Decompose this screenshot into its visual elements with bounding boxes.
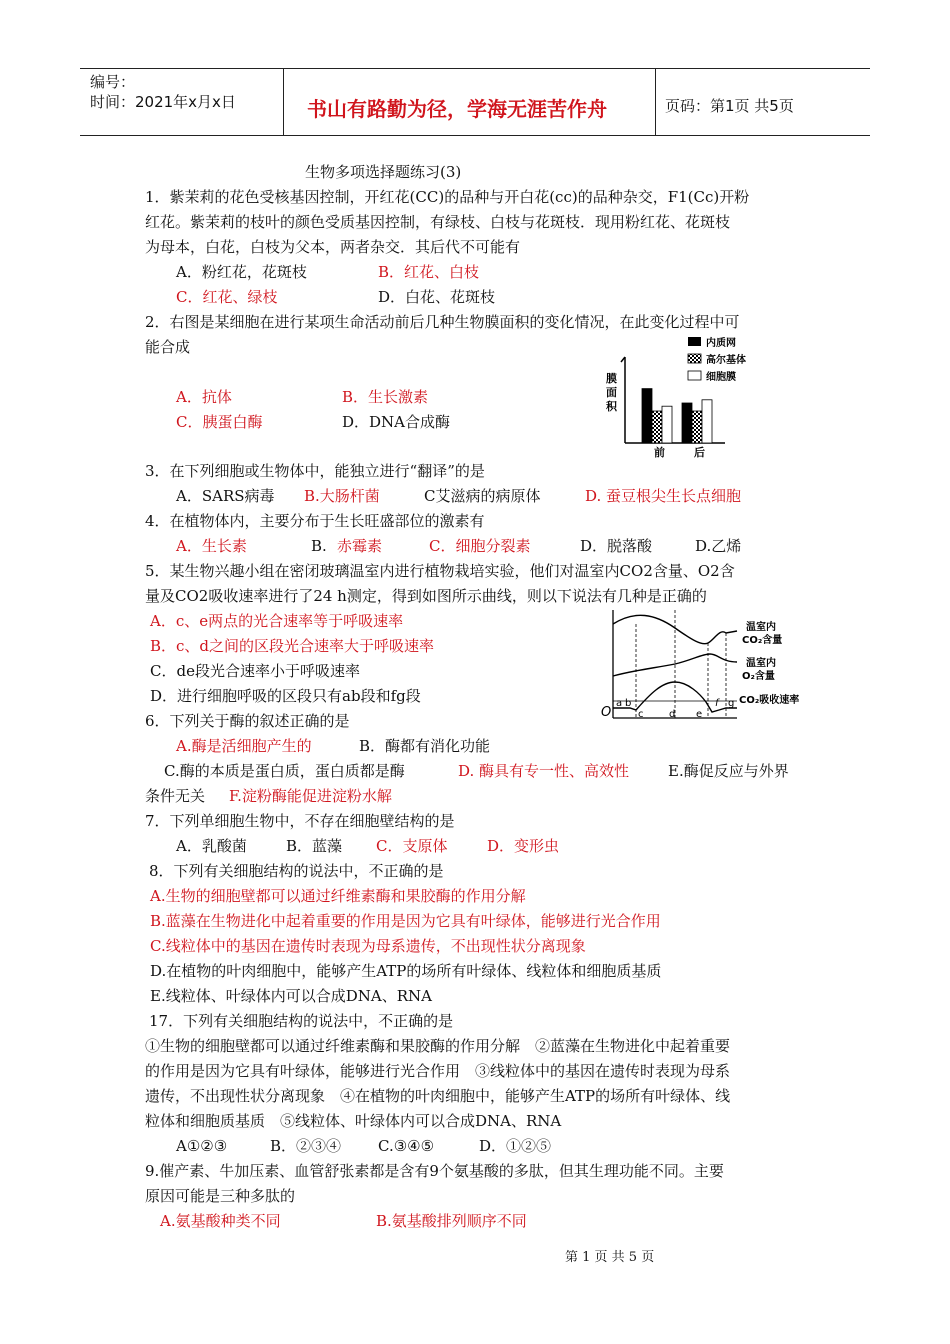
q4-option-c: C．细胞分裂素 (429, 537, 531, 555)
page-info: 页码：第1页 共5页 (665, 97, 794, 115)
q2-option-b: B．生长激素 (342, 388, 429, 406)
y-axis-label: 面 (606, 386, 617, 399)
page-footer: 第 1 页 共 5 页 (565, 1250, 655, 1265)
q1-option-a: A．粉红花，花斑枝 (176, 263, 307, 281)
legend-swatch-er (688, 337, 701, 346)
q8-option-e: E.线粒体、叶绿体内可以合成DNA、RNA (150, 987, 432, 1005)
membrane-area-chart (600, 335, 775, 460)
motto: 书山有路勤为径，学海无涯苦作舟 (307, 97, 607, 121)
legend-swatch-membrane (688, 371, 701, 380)
q2-option-c: C．胰蛋白酶 (176, 413, 263, 431)
x-tick-label: 后 (694, 446, 705, 459)
q17-option-b: B．②③④ (270, 1137, 342, 1155)
bar-golgi (692, 411, 702, 443)
q6-option-e-cont: 条件无关 (145, 787, 206, 805)
q5-option-d: D．进行细胞呼吸的区段只有ab段和fg段 (150, 687, 421, 705)
q9-option-b: B.氨基酸排列顺序不同 (376, 1212, 527, 1230)
q1-text-line: 1．紫茉莉的花色受核基因控制，开红花(CC)的品种与开白花(cc)的品种杂交，F1(Cc)开粉 (145, 188, 750, 206)
q5-option-b: B．c、d之间的区段光合速率大于呼吸速率 (150, 637, 435, 655)
point-label-g: g (728, 698, 735, 709)
point-label-f: f (715, 698, 719, 709)
legend-label: 高尔基体 (706, 355, 746, 366)
q2-text-line: 能合成 (145, 338, 191, 356)
bar-er (682, 403, 692, 443)
q8-option-d: D.在植物的叶肉细胞中，能够产生ATP的场所有叶绿体、线粒体和细胞质基质 (150, 962, 662, 980)
greenhouse-curve-chart (600, 606, 815, 724)
point-label-e: e (696, 709, 703, 720)
q17-line: 的作用是因为它具有叶绿体，能够进行光合作用 ③线粒体中的基因在遗传时表现为母系 (145, 1062, 731, 1080)
q3-text: 3．在下列细胞或生物体中，能独立进行“翻译”的是 (145, 462, 485, 480)
o2-content-label: 温室内 (746, 658, 776, 669)
o2-content-label: O₂含量 (742, 671, 775, 682)
q3-option-d: D. 蚕豆根尖生长点细胞 (585, 487, 742, 505)
q1-text-line: 为母本，白花，白枝为父本，两者杂交．其后代不可能有 (145, 238, 521, 256)
q7-text: 7．下列单细胞生物中，不存在细胞壁结构的是 (145, 812, 455, 830)
q6-option-b: B．酶都有消化功能 (359, 737, 491, 755)
q17-line: 遗传，不出现性状分离现象 ④在植物的叶肉细胞中，能够产生ATP的场所有叶绿体、线 (145, 1087, 731, 1105)
q7-option-b: B．蓝藻 (286, 837, 343, 855)
q6-option-c: C.酶的本质是蛋白质，蛋白质都是酶 (164, 762, 405, 780)
point-label-b: b (625, 698, 632, 709)
co2-content-label: 温室内 (746, 622, 776, 633)
q5-option-c: C．de段光合速率小于呼吸速率 (150, 662, 360, 680)
page-title: 生物多项选择题练习(3) (305, 163, 462, 181)
bar-er (642, 389, 652, 443)
page-header (80, 68, 870, 136)
q7-option-a: A．乳酸菌 (176, 837, 247, 855)
y-axis-label: 膜 (606, 372, 617, 385)
q1-option-b: B．红花、白枝 (378, 263, 480, 281)
date-text: 时间：2021年x月x日 (90, 93, 236, 111)
legend-label: 细胞膜 (706, 372, 736, 383)
q4-option-e: D.乙烯 (695, 537, 742, 555)
q5-option-a: A．c、e两点的光合速率等于呼吸速率 (150, 612, 404, 630)
q5-text-line: 5．某生物兴趣小组在密闭玻璃温室内进行植物栽培实验，他们对温室内CO2含量、O2含 (145, 562, 735, 580)
co2-content-curve (613, 615, 737, 643)
q3-option-b: B.大肠杆菌 (304, 487, 380, 505)
q5-text-line: 量及CO2吸收速率进行了24 h测定，得到如图所示曲线，则以下说法有几种是正确的 (145, 587, 707, 605)
q6-option-e: E.酶促反应与外界 (668, 762, 789, 780)
q8-option-c: C.线粒体中的基因在遗传时表现为母系遗传，不出现性状分离现象 (150, 937, 586, 955)
q8-text: 8．下列有关细胞结构的说法中，不正确的是 (149, 862, 444, 880)
y-axis-label: 积 (606, 400, 617, 413)
q1-option-c: C．红花、绿枝 (176, 288, 278, 306)
q4-option-d: D．脱落酸 (580, 537, 653, 555)
q17-text: 17．下列有关细胞结构的说法中，不正确的是 (149, 1012, 454, 1030)
q17-line: 粒体和细胞质基质 ⑤线粒体、叶绿体内可以合成DNA、RNA (145, 1112, 562, 1130)
q2-text-line: 2．右图是某细胞在进行某项生命活动前后几种生物膜面积的变化情况，在此变化过程中可 (145, 313, 740, 331)
bar-golgi (652, 411, 662, 443)
q17-option-d: D．①②⑤ (479, 1137, 552, 1155)
q3-option-c: C艾滋病的病原体 (424, 487, 541, 505)
point-label-d: d (669, 709, 676, 720)
q6-option-f: F.淀粉酶能促进淀粉水解 (229, 787, 392, 805)
q2-option-a: A．抗体 (176, 388, 232, 406)
bar-membrane (702, 400, 712, 443)
q9-text-line: 原因可能是三种多肽的 (145, 1187, 296, 1205)
q3-option-a: A．SARS病毒 (176, 487, 275, 505)
point-label-c: c (638, 709, 644, 720)
q6-option-d: D. 酶具有专一性、高效性 (458, 762, 630, 780)
q2-option-d: D．DNA合成酶 (342, 413, 451, 431)
q7-option-c: C．支原体 (376, 837, 448, 855)
bar-membrane (662, 406, 672, 443)
q8-option-b: B.蓝藻在生物进化中起着重要的作用是因为它具有叶绿体，能够进行光合作用 (150, 912, 661, 930)
q9-option-a: A.氨基酸种类不同 (160, 1212, 281, 1230)
q8-option-a: A.生物的细胞壁都可以通过纤维素酶和果胶酶的作用分解 (150, 887, 526, 905)
co2-content-label: CO₂含量 (742, 635, 783, 646)
q9-text-line: 9.催产素、牛加压素、血管舒张素都是含有9个氨基酸的多肽，但其生理功能不同。主要 (145, 1162, 724, 1180)
q17-option-c: C.③④⑤ (378, 1137, 435, 1155)
co2-rate-label: CO₂吸收速率 (739, 695, 800, 706)
q4-option-a: A．生长素 (176, 537, 247, 555)
origin-label: O (601, 705, 612, 720)
q17-line: ①生物的细胞壁都可以通过纤维素酶和果胶酶的作用分解 ②蓝藻在生物进化中起着重要 (145, 1037, 731, 1055)
point-label-a: a (616, 698, 623, 709)
q1-text-line: 红花。紫茉莉的枝叶的颜色受质基因控制，有绿枝、白枝与花斑枝．现用粉红花、花斑枝 (145, 213, 731, 231)
q7-option-d: D．变形虫 (487, 837, 560, 855)
serial-label: 编号： (90, 73, 136, 91)
legend-label: 内质网 (706, 338, 736, 349)
q6-option-a: A.酶是活细胞产生的 (176, 737, 312, 755)
q6-text: 6．下列关于酶的叙述正确的是 (145, 712, 350, 730)
header-divider (655, 69, 656, 135)
q1-option-d: D．白花、花斑枝 (378, 288, 496, 306)
header-divider (283, 69, 284, 135)
x-tick-label: 前 (654, 446, 665, 459)
q17-option-a: A①②③ (176, 1137, 228, 1155)
q4-text: 4．在植物体内，主要分布于生长旺盛部位的激素有 (145, 512, 485, 530)
q4-option-b-letter: B. (311, 537, 327, 555)
q4-option-b: 赤霉素 (337, 537, 383, 555)
legend-swatch-golgi (688, 354, 701, 363)
